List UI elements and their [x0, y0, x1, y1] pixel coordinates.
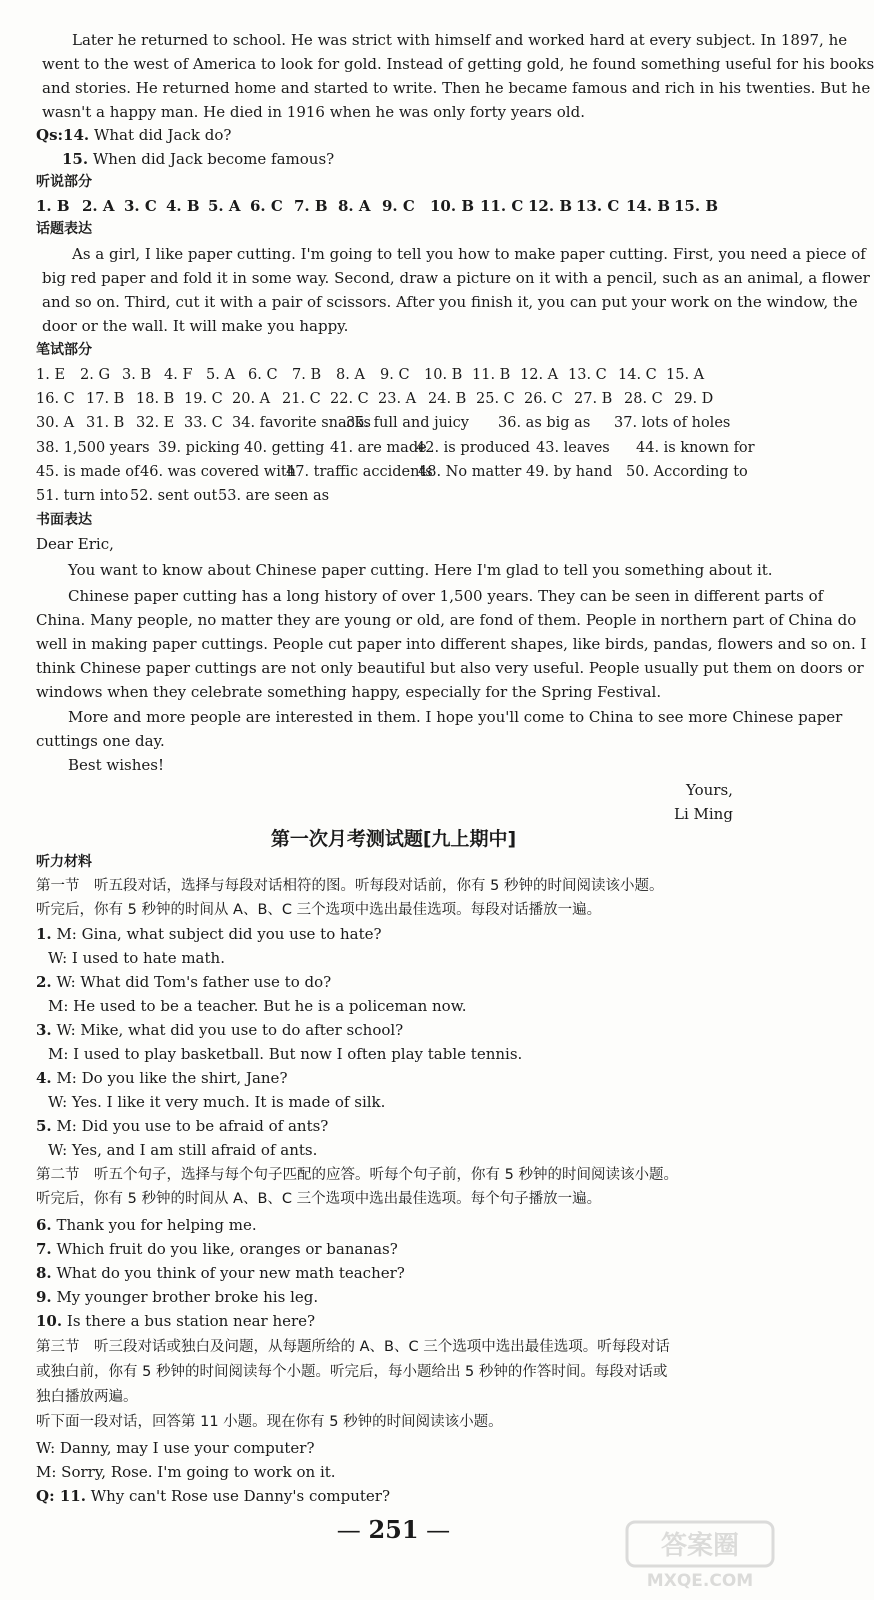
listening-heading: 听说部分 — [36, 174, 92, 190]
part3-question-number: Q: 11. — [36, 1487, 86, 1505]
written-answer: 31. B — [86, 415, 125, 431]
written-answer: 8. A — [336, 367, 365, 383]
sentence-number: 7. — [36, 1240, 52, 1258]
written-answer: 15. A — [666, 367, 705, 383]
dialog-number: 3. — [36, 1021, 52, 1039]
dialog-text: W: What did Tom's father use to do? — [56, 973, 332, 991]
watermark-logo — [625, 1520, 775, 1590]
dialog-number: 4. — [36, 1069, 52, 1087]
written-answer: 23. A — [378, 391, 417, 407]
listening-answer: 13. C — [576, 197, 620, 215]
written-answer: 44. is known for — [636, 440, 755, 456]
speaking-line-4: door or the wall. It will make you happy. — [42, 317, 349, 335]
written-answer: 33. C — [184, 415, 223, 431]
written-answer: 26. C — [524, 391, 563, 407]
listening-answer: 10. B — [430, 197, 474, 215]
part3-question — [36, 1486, 390, 1506]
part3-question-text: Why can't Rose use Danny's computer? — [90, 1487, 391, 1505]
dialog-line-b: W: Yes. I like it very much. It is made of silk. — [48, 1093, 386, 1111]
written-answer: 24. B — [428, 391, 467, 407]
sentence-item — [36, 1239, 398, 1259]
listening-answer: 2. A — [82, 197, 115, 215]
dialog-number: 5. — [36, 1117, 52, 1135]
written-answer: 48. No matter — [418, 464, 522, 480]
written-answer: 36. as big as — [498, 415, 591, 431]
written-answer: 53. are seen as — [218, 488, 330, 504]
letter-closing: Best wishes! — [68, 756, 164, 774]
dialog-text: M: Gina, what subject did you use to hate? — [56, 925, 382, 943]
letter-p3-line-1: More and more people are interested in them. I hope you'll come to China to see more Chinese paper — [68, 708, 843, 726]
listening-answer: 3. C — [124, 197, 157, 215]
question-15 — [62, 149, 334, 169]
listening-answer: 4. B — [166, 197, 200, 215]
written-answer: 3. B — [122, 367, 152, 383]
part2-instr-2: 听完后，你有 5 秒钟的时间从 A、B、C 三个选项中选出最佳选项。每个句子播放一遍。 — [36, 1191, 602, 1207]
written-answer: 28. C — [624, 391, 663, 407]
listening-answer: 5. A — [208, 197, 241, 215]
letter-p3-line-2: cuttings one day. — [36, 732, 165, 750]
dialog-line-a — [36, 924, 382, 944]
written-answer: 52. sent out — [130, 488, 218, 504]
part1-instr-1: 第一节 听五段对话，选择与每段对话相符的图。听每段对话前，你有 5 秒钟的时间阅读该小题。 — [36, 878, 664, 894]
written-answer: 43. leaves — [536, 440, 610, 456]
written-answer: 19. C — [184, 391, 223, 407]
dialog-number: 2. — [36, 973, 52, 991]
story-line-2: went to the west of America to look for gold. Instead of getting gold, he found something useful for his books — [42, 55, 874, 73]
sentence-number: 10. — [36, 1312, 63, 1330]
written-answer: 41. are made — [330, 440, 427, 456]
written-answer: 1. E — [36, 367, 66, 383]
written-answer: 4. F — [164, 367, 193, 383]
written-answer: 37. lots of holes — [614, 415, 731, 431]
dialog-text: M: Do you like the shirt, Jane? — [56, 1069, 288, 1087]
writing-heading: 书面表达 — [36, 512, 92, 528]
written-answer: 38. 1,500 years — [36, 440, 150, 456]
written-answer: 16. C — [36, 391, 75, 407]
written-answer: 2. G — [80, 367, 111, 383]
written-answer: 11. B — [472, 367, 511, 383]
letter-signature: Li Ming — [674, 805, 733, 823]
listening-answer: 12. B — [528, 197, 572, 215]
written-answer: 30. A — [36, 415, 75, 431]
dialog-line-a — [36, 1116, 328, 1136]
story-line-4: wasn't a happy man. He died in 1916 when he was only forty years old. — [42, 103, 585, 121]
written-answer: 10. B — [424, 367, 463, 383]
letter-p2-line-2: China. Many people, no matter they are young or old, are fond of them. People in northern part of China do — [36, 611, 857, 629]
listening-answer: 9. C — [382, 197, 415, 215]
question-14-text: What did Jack do? — [93, 126, 232, 144]
written-answer: 7. B — [292, 367, 322, 383]
written-answer: 25. C — [476, 391, 515, 407]
sentence-text: Thank you for helping me. — [56, 1216, 257, 1234]
question-15-number: 15. — [62, 150, 89, 168]
dialog-line-b: W: Yes, and I am still afraid of ants. — [48, 1141, 318, 1159]
letter-greeting: Dear Eric, — [36, 535, 114, 553]
written-answer: 35. full and juicy — [346, 415, 469, 431]
written-answer: 39. picking — [158, 440, 240, 456]
dialog-line-b: M: He used to be a teacher. But he is a policeman now. — [48, 997, 467, 1015]
watermark-cn-text: 答案圈 — [660, 1531, 740, 1561]
letter-p2-line-3: well in making paper cuttings. People cut paper into different shapes, like birds, pandas, flowers and so on. I — [36, 635, 867, 653]
question-14 — [36, 125, 231, 145]
letter-paragraph-1: You want to know about Chinese paper cutting. Here I'm glad to tell you something about it. — [68, 561, 773, 579]
speaking-line-1: As a girl, I like paper cutting. I'm going to tell you how to make paper cutting. First, you need a piece of — [72, 245, 866, 263]
written-answer: 45. is made of — [36, 464, 140, 480]
sentence-text: Which fruit do you like, oranges or bananas? — [56, 1240, 398, 1258]
sentence-text: Is there a bus station near here? — [66, 1312, 316, 1330]
sentence-text: My younger brother broke his leg. — [56, 1288, 319, 1306]
sentence-item — [36, 1311, 315, 1331]
story-line-3: and stories. He returned home and started to write. Then he became famous and rich in his twenties. But he — [42, 79, 871, 97]
listening-answer: 6. C — [250, 197, 283, 215]
listening-answer: 11. C — [480, 197, 524, 215]
written-answer: 42. is produced — [416, 440, 530, 456]
listening-answer: 14. B — [626, 197, 670, 215]
written-answer: 50. According to — [626, 464, 748, 480]
dialog-line-a — [36, 1068, 287, 1088]
part3-instr-1: 第三节 听三段对话或独白及问题，从每题所给的 A、B、C 三个选项中选出最佳选项。听每段对话 — [36, 1339, 670, 1355]
sentence-number: 8. — [36, 1264, 52, 1282]
page-number-dash-right: — — [418, 1516, 451, 1544]
sentence-number: 9. — [36, 1288, 52, 1306]
part3-m-line: M: Sorry, Rose. I'm going to work on it. — [36, 1463, 336, 1481]
written-answer: 27. B — [574, 391, 613, 407]
written-heading: 笔试部分 — [36, 342, 92, 358]
exam-title: 第一次月考测试题[九上期中] — [270, 828, 517, 850]
written-answer: 20. A — [232, 391, 271, 407]
page-number-dash-left: — — [336, 1516, 369, 1544]
dialog-line-a — [36, 972, 331, 992]
written-answer: 12. A — [520, 367, 559, 383]
part3-w-line: W: Danny, may I use your computer? — [36, 1439, 315, 1457]
dialog-text: M: Did you use to be afraid of ants? — [56, 1117, 329, 1135]
written-answer: 5. A — [206, 367, 235, 383]
speaking-line-2: big red paper and fold it in some way. Second, draw a picture on it with a pencil, such as an animal, a flower — [42, 269, 870, 287]
written-answer: 17. B — [86, 391, 125, 407]
written-answer: 9. C — [380, 367, 410, 383]
part1-instr-2: 听完后，你有 5 秒钟的时间从 A、B、C 三个选项中选出最佳选项。每段对话播放一遍。 — [36, 902, 602, 918]
written-answer: 13. C — [568, 367, 607, 383]
part3-instr-3: 独白播放两遍。 — [36, 1389, 138, 1405]
question-14-number: Qs:14. — [36, 126, 90, 144]
part3-instr-2: 或独白前，你有 5 秒钟的时间阅读每个小题。听完后，每小题给出 5 秒钟的作答时间。每段对话或 — [36, 1364, 668, 1380]
letter-yours: Yours, — [686, 781, 733, 799]
dialog-text: W: Mike, what did you use to do after school? — [56, 1021, 404, 1039]
watermark-url-text: MXQE.COM — [646, 1571, 754, 1591]
written-answer: 51. turn into — [36, 488, 129, 504]
sentence-number: 6. — [36, 1216, 52, 1234]
listening-answer: 7. B — [294, 197, 328, 215]
written-answer: 22. C — [330, 391, 369, 407]
speaking-heading: 话题表达 — [36, 221, 92, 237]
material-heading: 听力材料 — [36, 854, 92, 870]
letter-p2-line-5: windows when they celebrate something happy, especially for the Spring Festival. — [36, 683, 662, 701]
written-answer: 34. favorite snacks — [232, 415, 371, 431]
sentence-item — [36, 1287, 318, 1307]
written-answer: 49. by hand — [526, 464, 613, 480]
speaking-line-3: and so on. Third, cut it with a pair of scissors. After you finish it, you can put your work on the window, the — [42, 293, 858, 311]
dialog-line-b: W: I used to hate math. — [48, 949, 225, 967]
written-answer: 40. getting — [244, 440, 325, 456]
written-answer: 18. B — [136, 391, 175, 407]
dialog-number: 1. — [36, 925, 52, 943]
part2-instr-1: 第二节 听五个句子，选择与每个句子匹配的应答。听每个句子前，你有 5 秒钟的时间阅读该小题。 — [36, 1167, 678, 1183]
written-answer: 6. C — [248, 367, 278, 383]
written-answer: 46. was covered with — [140, 464, 297, 480]
page-number-value: 251 — [368, 1515, 419, 1544]
sentence-item — [36, 1263, 405, 1283]
letter-p2-line-1: Chinese paper cutting has a long history of over 1,500 years. They can be seen in different parts of — [68, 587, 824, 605]
written-answer: 21. C — [282, 391, 321, 407]
letter-p2-line-4: think Chinese paper cuttings are not only beautiful but also very useful. People usually put them on doors or — [36, 659, 864, 677]
listening-answer: 15. B — [674, 197, 718, 215]
sentence-text: What do you think of your new math teacher? — [56, 1264, 405, 1282]
written-answer: 32. E — [136, 415, 175, 431]
question-15-text: When did Jack become famous? — [92, 150, 335, 168]
written-answer: 47. traffic accidents — [286, 464, 433, 480]
dialog-line-b: M: I used to play basketball. But now I often play table tennis. — [48, 1045, 523, 1063]
part3-lead: 听下面一段对话，回答第 11 小题。现在你有 5 秒钟的时间阅读该小题。 — [36, 1414, 503, 1430]
sentence-item — [36, 1215, 257, 1235]
written-answer: 29. D — [674, 391, 714, 407]
dialog-line-a — [36, 1020, 403, 1040]
story-line-1: Later he returned to school. He was strict with himself and worked hard at every subject. In 1897, he — [72, 31, 848, 49]
listening-answer: 8. A — [338, 197, 371, 215]
listening-answer: 1. B — [36, 197, 70, 215]
written-answer: 14. C — [618, 367, 657, 383]
